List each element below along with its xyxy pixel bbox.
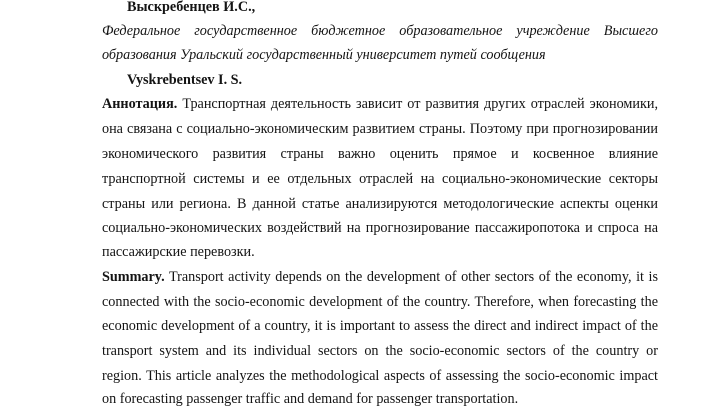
summary-label: Summary. <box>102 269 165 285</box>
summary-line-3: economic development of a country, it is important to assess the direct and indirect impact of the <box>102 318 658 334</box>
annotation-line-7: пассажирские перевозки. <box>102 244 255 260</box>
annotation-text-1: Транспортная деятельность зависит от развития других отраслей экономики, <box>182 96 658 112</box>
summary-line-6: on forecasting passenger traffic and demand for passenger transportation. <box>102 391 519 407</box>
annotation-line-6: социально-экономических воздействий на прогнозирование пассажиропотока и спроса на <box>102 220 658 236</box>
summary-first-line <box>102 267 658 287</box>
affiliation-line-2: образования Уральский государственный университет путей сообщения <box>102 47 546 63</box>
annotation-line-5: страны или региона. В данной статье анализируются методологические аспекты оценки <box>102 196 658 212</box>
summary-line-4: transport system and its individual sectors on the socio-economic sectors of the country or <box>102 343 658 359</box>
summary-text-1: Transport activity depends on the development of other sectors of the economy, it is <box>168 269 658 285</box>
annotation-label: Аннотация. <box>102 96 178 112</box>
author-ru: Выскребенцев И.С., <box>127 0 256 15</box>
summary-line-5: region. This article analyzes the methodological aspects of assessing the socio-economic impact <box>102 368 658 384</box>
annotation-line-2: она связана с социально-экономическим развитием страны. Поэтому при прогнозировании <box>102 121 658 137</box>
annotation-first-line <box>102 94 658 114</box>
annotation-line-3: экономического развития страны важно оценить прямое и косвенное влияние <box>102 146 658 162</box>
annotation-line-4: транспортной системы и ее отдельных отраслей на социально-экономические секторы <box>102 171 658 187</box>
author-en: Vyskrebentsev I. S. <box>127 72 243 88</box>
summary-line-2: connected with the socio-economic development of the country. Therefore, when forecasting the <box>102 294 658 310</box>
affiliation-line-1: Федеральное государственное бюджетное образовательное учреждение Высшего <box>102 23 658 39</box>
